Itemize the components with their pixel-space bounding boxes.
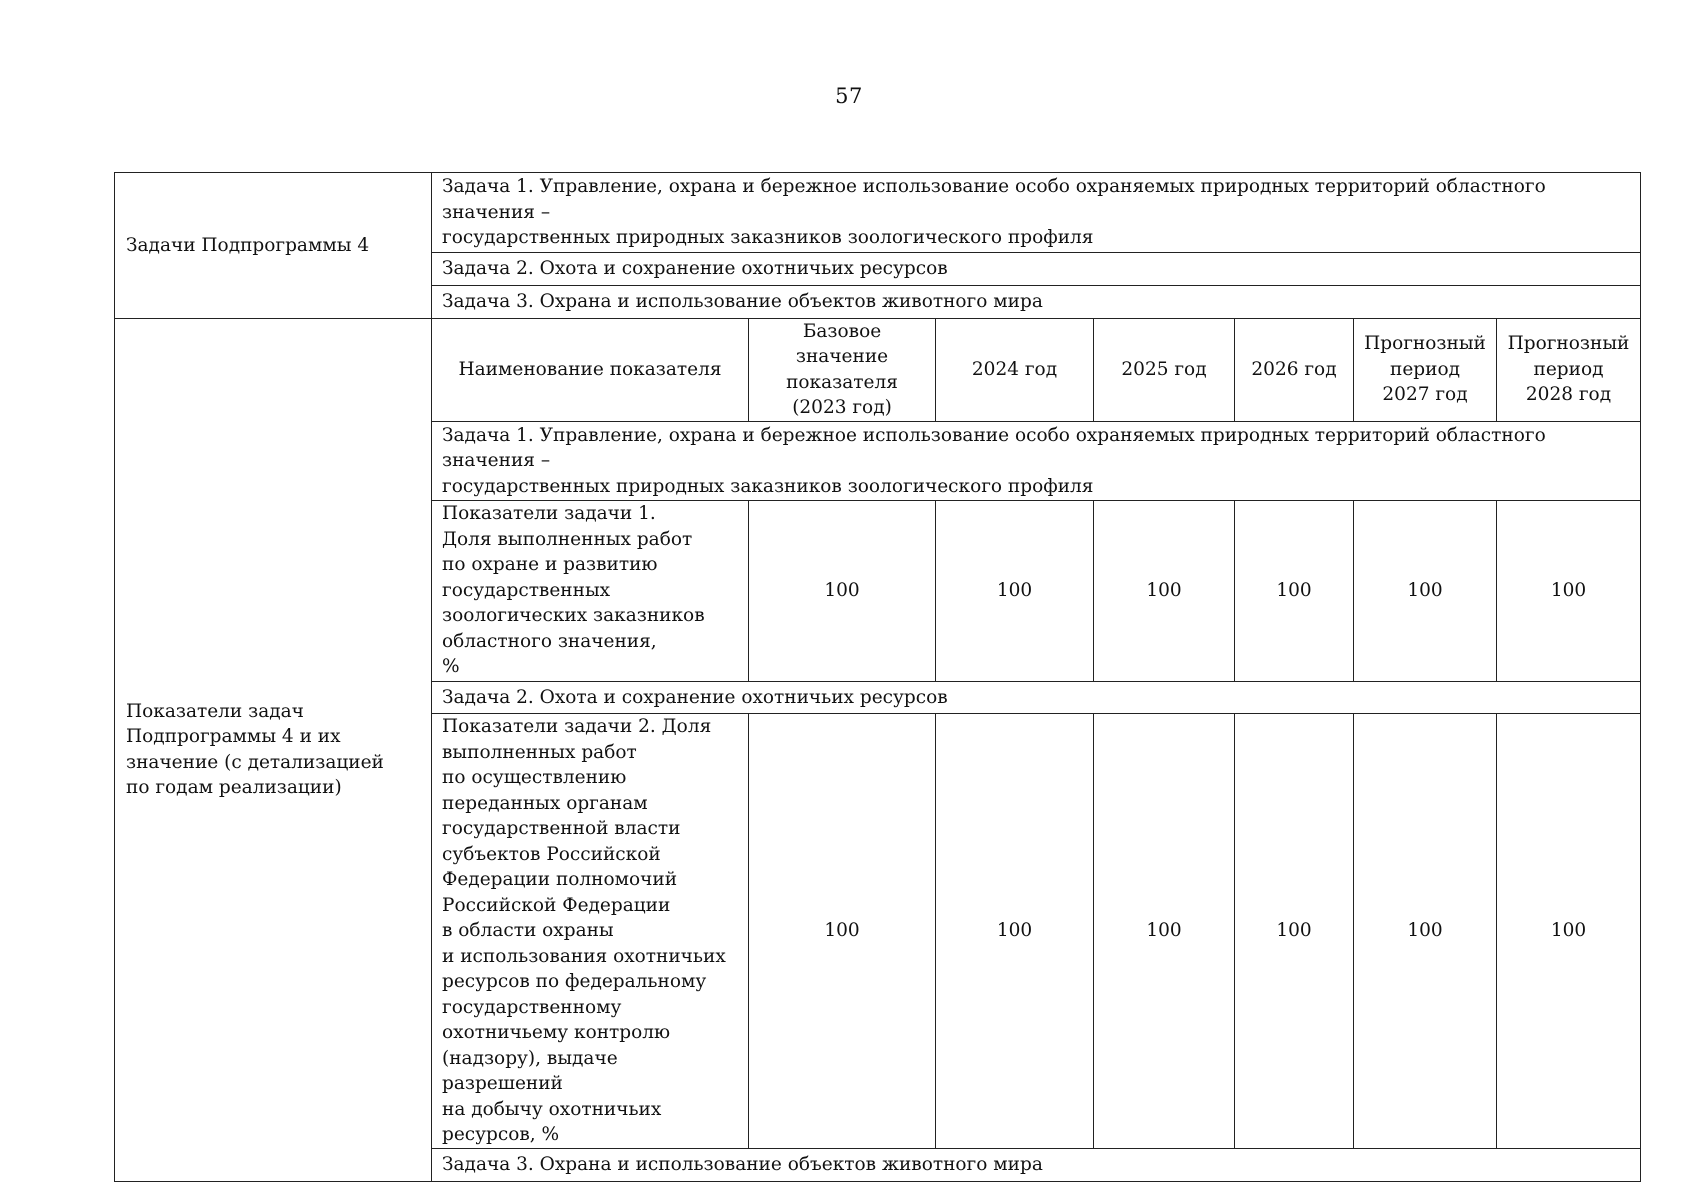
group-2-value-2025: 100 (1094, 714, 1235, 1149)
group-1-value-2026: 100 (1235, 501, 1354, 682)
group-2-indicator-name (432, 714, 749, 1149)
g1-ind-line-3: по охране и развитию (442, 554, 658, 575)
g2-ind-line-11: ресурсов по федеральному (442, 971, 707, 992)
g2-ind-line-7: Федерации полномочий (442, 869, 678, 890)
group-2-value-2028: 100 (1497, 714, 1641, 1149)
g2-ind-line-13: охотничьему контролю (442, 1022, 671, 1043)
group-2-value-2024: 100 (936, 714, 1094, 1149)
group-2-value-base: 100 (749, 714, 936, 1149)
header-base-line-1: Базовое (802, 320, 882, 342)
task-1-line-1: Задача 1. Управление, охрана и бережное использование особо охраняемых природных территорий областного значения – (442, 176, 1546, 223)
group-2-task-cell: Задача 2. Охота и сохранение охотничьих ресурсов (432, 682, 1641, 714)
g2-ind-line-3: по осуществлению (442, 767, 627, 788)
group-1-value-2028: 100 (1497, 501, 1641, 682)
g1-ind-line-1: Показатели задачи 1. (442, 503, 656, 524)
g1-ind-line-7: % (442, 656, 460, 677)
header-2028-line-3: 2028 год (1525, 384, 1612, 406)
g2-ind-line-14: (надзору), выдаче разрешений (442, 1047, 618, 1094)
g2-ind-line-15: на добычу охотничьих (442, 1098, 662, 1120)
g2-ind-line-1: Показатели задачи 2. Доля (442, 716, 712, 737)
group-1-indicator-name (432, 501, 749, 682)
header-2026: 2026 год (1235, 318, 1354, 421)
tasks-label: Задачи Подпрограммы 4 (115, 173, 432, 319)
header-2025: 2025 год (1094, 318, 1235, 421)
g2-ind-line-9: в области охраны (442, 920, 614, 941)
header-forecast-2027 (1354, 318, 1497, 421)
g1-ind-line-2: Доля выполненных работ (442, 528, 693, 550)
tasks-row-1 (115, 173, 1641, 253)
group-1-value-base: 100 (749, 501, 936, 682)
g1-ind-line-5: зоологических заказников (442, 605, 705, 626)
group-2-value-2027: 100 (1354, 714, 1497, 1149)
g1-ind-line-4: государственных (442, 579, 611, 601)
g2-ind-line-12: государственному (442, 996, 622, 1018)
header-base-line-2: значение (795, 346, 889, 367)
g2-ind-line-4: переданных органам (442, 792, 648, 814)
g2-ind-line-5: государственной власти (442, 818, 681, 839)
g2-ind-line-2: выполненных работ (442, 741, 637, 763)
header-forecast-2028 (1497, 318, 1641, 421)
header-base-value (749, 318, 936, 421)
header-2027-line-3: 2027 год (1382, 384, 1468, 406)
g2-ind-line-8: Российской Федерации (442, 894, 671, 916)
indicators-header-row (115, 318, 1641, 421)
task-1-line-2: государственных природных заказников зоологического профиля (442, 227, 1094, 248)
g2-ind-line-16: ресурсов, % (442, 1124, 560, 1145)
header-base-line-4: (2023 год) (792, 397, 892, 418)
header-base-line-3: показателя (786, 371, 898, 393)
group-1-value-2027: 100 (1354, 501, 1497, 682)
task-3-cell: Задача 3. Охрана и использование объектов животного мира (432, 285, 1641, 318)
subprogram-table (114, 172, 1641, 1182)
header-indicator-name: Наименование показателя (432, 318, 749, 421)
task-1-cell (432, 173, 1641, 253)
group-1-task-line-2: государственных природных заказников зоологического профиля (442, 475, 1094, 497)
indicators-label-line-4: по годам реализации) (126, 777, 342, 798)
group-1-task-line-1: Задача 1. Управление, охрана и бережное использование особо охраняемых природных территорий областного значения – (442, 424, 1546, 471)
group-1-value-2025: 100 (1094, 501, 1235, 682)
header-2028-line-1: Прогнозный (1507, 333, 1630, 355)
group-2-value-2026: 100 (1235, 714, 1354, 1149)
header-2024: 2024 год (936, 318, 1094, 421)
indicators-label-line-2: Подпрограммы 4 и их (126, 726, 341, 747)
header-2028-line-2: период (1533, 358, 1604, 380)
g1-ind-line-6: областного значения, (442, 630, 657, 652)
indicators-label (115, 318, 432, 1181)
page-number: 57 (835, 84, 863, 108)
group-1-task-cell (432, 421, 1641, 501)
group-1-value-2024: 100 (936, 501, 1094, 682)
header-2027-line-1: Прогнозный (1364, 333, 1486, 355)
indicators-label-line-1: Показатели задач (126, 700, 304, 722)
task-2-cell: Задача 2. Охота и сохранение охотничьих ресурсов (432, 252, 1641, 285)
indicators-label-line-3: значение (с детализацией (126, 751, 384, 773)
header-2027-line-2: период (1390, 358, 1460, 380)
group-3-task-cell: Задача 3. Охрана и использование объектов животного мира (432, 1148, 1641, 1181)
g2-ind-line-10: и использования охотничьих (442, 945, 726, 967)
g2-ind-line-6: субъектов Российской (442, 843, 661, 865)
